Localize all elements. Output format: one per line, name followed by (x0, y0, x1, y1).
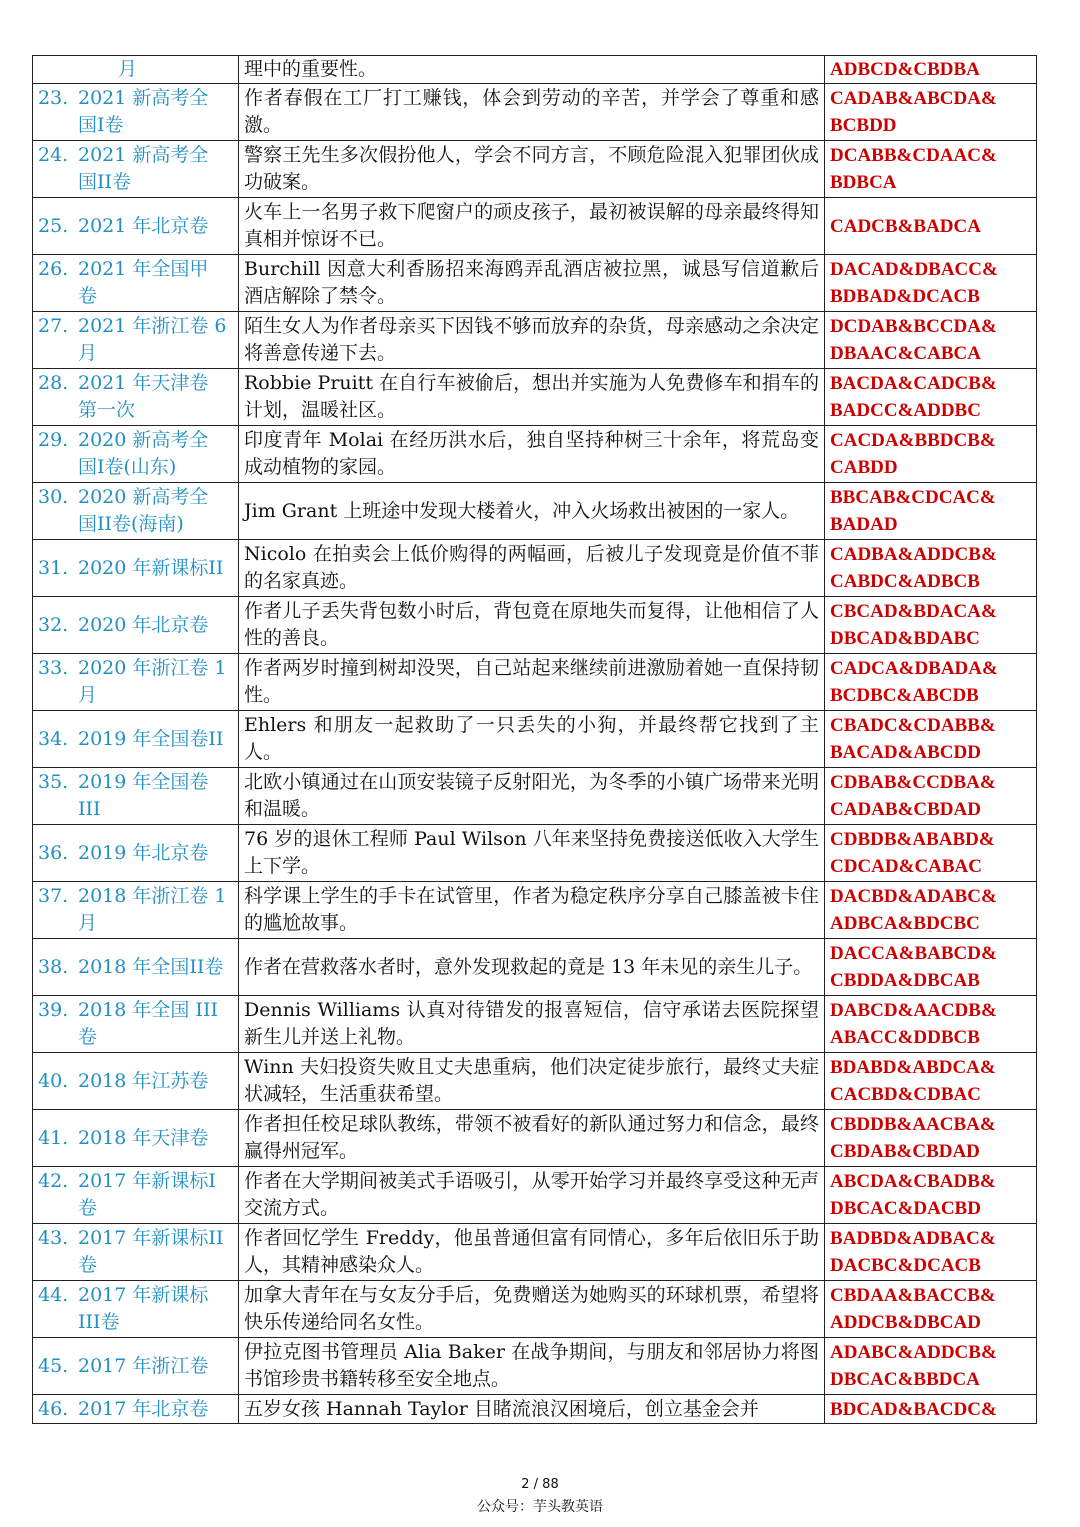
source-line (38, 58, 137, 80)
source-text-continued: 卷 (78, 1197, 98, 1219)
source-cell (33, 1395, 239, 1424)
source-text: 2018 年全国 III (78, 999, 218, 1021)
source-line (38, 1355, 208, 1377)
source-text: 2018 年天津卷 (78, 1126, 209, 1149)
summary-cell: 作者担任校足球队教练，带领不被看好的新队通过努力和信念，最终赢得州冠军。 (239, 1110, 825, 1167)
summary-cell: 科学课上学生的手卡在试管里，作者为稳定秩序分享自己膝盖被卡住的尴尬故事。 (239, 882, 825, 939)
source-line (38, 885, 227, 907)
source-line (38, 258, 208, 280)
table-row (33, 882, 1037, 939)
source-text-continued: 卷 (78, 1254, 98, 1276)
answer-cell: CADAB&ABCDA&BCBDD (825, 84, 1037, 141)
answer-cell: BDABD&ABDCA&CACBD&CDBAC (825, 1053, 1037, 1110)
source-cell (33, 312, 239, 369)
answer-cell: CBDDB&AACBA&CBDAB&CBDAD (825, 1110, 1037, 1167)
summary-cell: 伊拉克图书管理员 Alia Baker 在战争期间，与朋友和邻居协力将图书馆珍贵书籍转移至安全地点。 (239, 1338, 825, 1395)
summary-cell: 理中的重要性。 (239, 56, 825, 84)
source-text: 2020 新高考全 (78, 429, 209, 451)
item-number: 35. (38, 771, 69, 793)
item-number: 40. (38, 1069, 69, 1092)
table-row (33, 84, 1037, 141)
answer-cell: BADBD&ADBAC&DACBC&DCACB (825, 1224, 1037, 1281)
source-text: 2021 新高考全 (78, 87, 209, 109)
summary-cell: Winn 夫妇投资失败且丈夫患重病，他们决定徒步旅行，最终丈夫症状减轻，生活重获希望。 (239, 1053, 825, 1110)
source-line (38, 486, 208, 508)
answer-cell: CDBDB&ABABD&CDCAD&CABAC (825, 825, 1037, 882)
source-text-continued: III (78, 798, 101, 820)
answer-cell: BACDA&CADCB&BADCC&ADDBC (825, 369, 1037, 426)
answer-cell: DCDAB&BCCDA&DBAAC&CABCA (825, 312, 1037, 369)
source-cell (33, 369, 239, 426)
summary-cell: Burchill 因意大利香肠招来海鸥弄乱酒店被拉黑，诚恳写信道歉后酒店解除了禁令。 (239, 255, 825, 312)
answer-cell: CDBAB&CCDBA&CADAB&CBDAD (825, 768, 1037, 825)
summary-cell: 作者两岁时撞到树却没哭，自己站起来继续前进激励着她一直保持韧性。 (239, 654, 825, 711)
source-text-continued: 月 (78, 342, 98, 364)
answer-cell: DCABB&CDAAC&BDBCA (825, 141, 1037, 198)
source-text-continued: 国I卷 (78, 114, 124, 136)
source-text: 2019 年北京卷 (78, 841, 209, 864)
source-text: 2020 年浙江卷 1 (78, 657, 227, 679)
page-number: 2 / 88 (521, 1477, 559, 1492)
source-line (38, 614, 208, 636)
source-cell (33, 540, 239, 597)
source-line (38, 657, 227, 679)
answer-cell: BDCAD&BACDC& (825, 1395, 1037, 1424)
answer-cell: BBCAB&CDCAC&BADAD (825, 483, 1037, 540)
source-line (38, 1227, 223, 1249)
source-line (38, 728, 223, 750)
source-cell (33, 768, 239, 825)
source-text: 2018 年浙江卷 1 (78, 885, 227, 907)
summary-cell: 印度青年 Molai 在经历洪水后，独自坚持种树三十余年，将荒岛变成动植物的家园。 (239, 426, 825, 483)
table-row (33, 141, 1037, 198)
summary-cell: 北欧小镇通过在山顶安装镜子反射阳光，为冬季的小镇广场带来光明和温暖。 (239, 768, 825, 825)
summary-cell: 作者儿子丢失背包数小时后，背包竟在原地失而复得，让他相信了人性的善良。 (239, 597, 825, 654)
source-cell (33, 483, 239, 540)
summary-cell: Nicolo 在拍卖会上低价购得的两幅画，后被儿子发现竟是价值不菲的名家真迹。 (239, 540, 825, 597)
source-line (38, 1398, 208, 1420)
answer-cell: CADBA&ADDCB&CABDC&ADBCB (825, 540, 1037, 597)
table-body (33, 56, 1037, 1424)
item-number: 42. (38, 1170, 69, 1192)
source-cell (33, 56, 239, 84)
source-text: 2021 年天津卷 (78, 372, 209, 394)
item-number: 25. (38, 214, 69, 237)
item-number: 30. (38, 486, 69, 508)
answer-cell: CBCAD&BDACA&DBCAD&BDABC (825, 597, 1037, 654)
source-cell (33, 1281, 239, 1338)
source-line (38, 771, 208, 793)
table-row (33, 56, 1037, 84)
source-cell (33, 882, 239, 939)
source-text-continued: 国I卷(山东) (78, 456, 177, 478)
source-text: 2020 新高考全 (78, 486, 209, 508)
source-cell (33, 939, 239, 996)
source-cell (33, 996, 239, 1053)
item-number: 28. (38, 372, 69, 394)
source-line (38, 1170, 216, 1192)
source-text: 2017 年新课标 (78, 1284, 209, 1306)
answer-cell: CBADC&CDABB&BACAD&ABCDD (825, 711, 1037, 768)
summary-cell: Dennis Williams 认真对待错发的报喜短信，信守承诺去医院探望新生儿并送上礼物。 (239, 996, 825, 1053)
answer-cell: DACCA&BABCD&CBDDA&DBCAB (825, 939, 1037, 996)
source-cell (33, 1224, 239, 1281)
table-row (33, 597, 1037, 654)
answer-table (32, 55, 1037, 1424)
table-row (33, 1110, 1037, 1167)
source-cell (33, 1110, 239, 1167)
footer-account: 公众号：芋头教英语 (477, 1499, 603, 1515)
source-cell (33, 198, 239, 255)
summary-cell: 警察王先生多次假扮他人，学会不同方言，不顾危险混入犯罪团伙成功破案。 (239, 141, 825, 198)
source-cell (33, 1338, 239, 1395)
table-row (33, 1338, 1037, 1395)
source-cell (33, 426, 239, 483)
summary-cell: 作者春假在工厂打工赚钱，体会到劳动的辛苦，并学会了尊重和感激。 (239, 84, 825, 141)
source-text: 2021 新高考全 (78, 144, 209, 166)
item-number: 34. (38, 727, 69, 750)
source-text: 2018 年江苏卷 (78, 1069, 209, 1092)
table-row (33, 825, 1037, 882)
table-row (33, 426, 1037, 483)
item-number: 31. (38, 556, 69, 579)
source-line (38, 372, 208, 394)
item-number: 43. (38, 1227, 69, 1249)
source-cell (33, 141, 239, 198)
item-number: 38. (38, 955, 69, 978)
table-row (33, 255, 1037, 312)
answer-cell: DABCD&AACDB&ABACC&DDBCB (825, 996, 1037, 1053)
source-text-continued: 国II卷 (78, 171, 132, 193)
source-text: 2020 年新课标II (78, 556, 224, 579)
table-row (33, 312, 1037, 369)
table-row (33, 768, 1037, 825)
table-row (33, 1281, 1037, 1338)
source-line (38, 956, 223, 978)
source-cell (33, 1053, 239, 1110)
table-row (33, 540, 1037, 597)
source-cell (33, 825, 239, 882)
source-text: 月 (118, 58, 138, 80)
item-number: 39. (38, 999, 69, 1021)
source-line (38, 557, 223, 579)
answer-cell: CADCB&BADCA (825, 198, 1037, 255)
source-text-continued: 卷 (78, 285, 98, 307)
table-row (33, 939, 1037, 996)
source-text: 2021 年北京卷 (78, 214, 209, 237)
source-line (38, 315, 227, 337)
source-text: 2021 年浙江卷 6 (78, 315, 227, 337)
summary-cell: Robbie Pruitt 在自行车被偷后，想出并实施为人免费修车和捐车的计划，温暖社区。 (239, 369, 825, 426)
summary-cell: 加拿大青年在与女友分手后，免费赠送为她购买的环球机票，希望将快乐传递给同名女性。 (239, 1281, 825, 1338)
table-row (33, 1395, 1037, 1424)
source-text-continued: 卷 (78, 1026, 98, 1048)
item-number: 36. (38, 841, 69, 864)
item-number: 44. (38, 1284, 69, 1306)
table-row (33, 996, 1037, 1053)
item-number: 37. (38, 885, 69, 907)
table-row (33, 1053, 1037, 1110)
source-text: 2019 年全国卷 (78, 771, 209, 793)
source-line (38, 215, 208, 237)
summary-cell: 火车上一名男子救下爬窗户的顽皮孩子，最初被误解的母亲最终得知真相并惊讶不已。 (239, 198, 825, 255)
source-line (38, 144, 208, 166)
source-line (38, 1070, 208, 1092)
summary-cell: 76 岁的退休工程师 Paul Wilson 八年来坚持免费接送低收入大学生上下学。 (239, 825, 825, 882)
summary-cell: Ehlers 和朋友一起救助了一只丢失的小狗，并最终帮它找到了主人。 (239, 711, 825, 768)
summary-cell: 五岁女孩 Hannah Taylor 目睹流浪汉困境后，创立基金会并 (239, 1395, 825, 1424)
source-text: 2017 年浙江卷 (78, 1354, 209, 1377)
summary-cell: 作者在大学期间被美式手语吸引，从零开始学习并最终享受这种无声交流方式。 (239, 1167, 825, 1224)
answer-cell: DACBD&ADABC&ADBCA&BDCBC (825, 882, 1037, 939)
source-text: 2017 年新课标II (78, 1227, 224, 1249)
item-number: 29. (38, 429, 69, 451)
answer-cell: ADBCD&CBDBA (825, 56, 1037, 84)
source-text: 2020 年北京卷 (78, 613, 209, 636)
source-line (38, 842, 208, 864)
answer-cell: CBDAA&BACCB&ADDCB&DBCAD (825, 1281, 1037, 1338)
item-number: 26. (38, 258, 69, 280)
item-number: 46. (38, 1397, 69, 1420)
summary-cell: 作者回忆学生 Freddy，他虽普通但富有同情心，多年后依旧乐于助人，其精神感染众人。 (239, 1224, 825, 1281)
source-text-continued: 月 (78, 684, 98, 706)
source-cell (33, 1167, 239, 1224)
item-number: 33. (38, 657, 69, 679)
table-row (33, 1224, 1037, 1281)
source-line (38, 87, 208, 109)
source-cell (33, 711, 239, 768)
answer-cell: ADABC&ADDCB&DBCAC&BBDCA (825, 1338, 1037, 1395)
source-text: 2017 年新课标I (78, 1170, 216, 1192)
source-line (38, 1284, 208, 1306)
table-row (33, 483, 1037, 540)
source-text-continued: III卷 (78, 1311, 120, 1333)
answer-cell: CACDA&BBDCB&CABDD (825, 426, 1037, 483)
source-line (38, 999, 218, 1021)
table-row (33, 369, 1037, 426)
item-number: 32. (38, 613, 69, 636)
item-number: 23. (38, 87, 69, 109)
item-number: 45. (38, 1354, 69, 1377)
table-row (33, 1167, 1037, 1224)
table-row (33, 711, 1037, 768)
summary-cell: 陌生女人为作者母亲买下因钱不够而放弃的杂货，母亲感动之余决定将善意传递下去。 (239, 312, 825, 369)
source-text-continued: 第一次 (78, 399, 136, 421)
source-cell (33, 84, 239, 141)
answer-cell: CADCA&DBADA&BCDBC&ABCDB (825, 654, 1037, 711)
table-row (33, 654, 1037, 711)
source-text-continued: 国II卷(海南) (78, 513, 184, 535)
source-text-continued: 月 (78, 912, 98, 934)
summary-cell: Jim Grant 上班途中发现大楼着火，冲入火场救出被困的一家人。 (239, 483, 825, 540)
item-number: 24. (38, 144, 69, 166)
source-text: 2018 年全国II卷 (78, 955, 224, 978)
table-row (33, 198, 1037, 255)
source-text: 2017 年北京卷 (78, 1397, 209, 1420)
answer-cell: ABCDA&CBADB&DBCAC&DACBD (825, 1167, 1037, 1224)
source-text: 2019 年全国卷II (78, 727, 224, 750)
source-line (38, 429, 208, 451)
summary-cell: 作者在营救落水者时，意外发现救起的竟是 13 年未见的亲生儿子。 (239, 939, 825, 996)
source-text: 2021 年全国甲 (78, 258, 209, 280)
source-cell (33, 597, 239, 654)
item-number: 27. (38, 315, 69, 337)
item-number: 41. (38, 1126, 69, 1149)
source-cell (33, 255, 239, 312)
source-cell (33, 654, 239, 711)
source-line (38, 1127, 208, 1149)
answer-cell: DACAD&DBACC&BDBAD&DCACB (825, 255, 1037, 312)
